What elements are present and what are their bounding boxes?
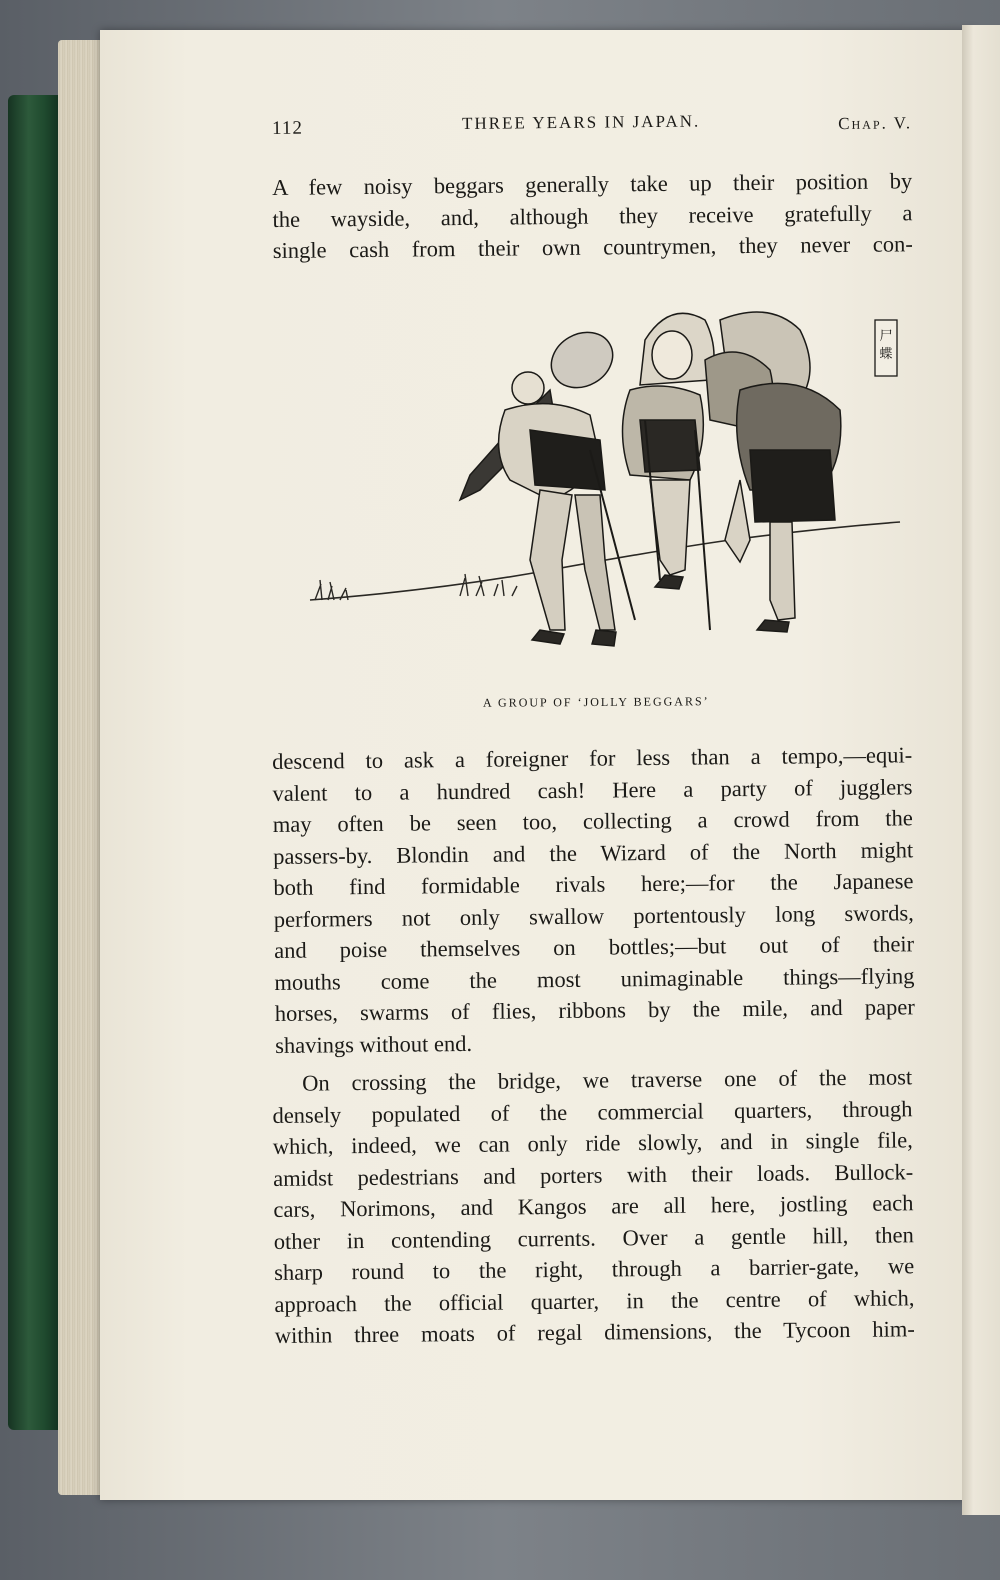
text-line: the wayside, and, although they receive gratefully a [272,199,913,232]
text-line: mouths come the most unimaginable things—flying [274,962,915,995]
text-line: shavings without end. [275,1030,473,1058]
text-line: other in contending currents. Over a gentle hill, then [273,1221,914,1254]
artist-seal: ⼫蝶 [879,328,893,361]
text-line: passers-by. Blondin and the Wizard of the North might [273,836,914,869]
bottom-paragraph [272,1061,915,1351]
top-paragraph [272,165,913,266]
text-line: On crossing the bridge, we traverse one of the most [302,1064,913,1096]
illustration-caption: A GROUP OF ‘JOLLY BEGGARS’ [482,694,710,710]
book-title: THREE YEARS IN JAPAN. [461,111,701,134]
text-line: horses, swarms of flies, ribbons by the mile, and paper [274,994,915,1026]
text-line: approach the official quarter, in the centre of which, [274,1284,915,1317]
facing-page-edge [962,25,1000,1515]
text-line: cars, Norimons, and Kangos are all here, jostling each [273,1190,914,1222]
text-line: and poise themselves on bottles;—but out of their [274,931,915,963]
chapter-label: Chap. V. [838,113,913,134]
text-line: within three moats of regal dimensions, the Tycoon him- [274,1316,915,1348]
text-line: which, indeed, we can only ride slowly, and in single file, [272,1127,913,1159]
beggars-illustration [300,300,920,680]
text-line: performers not only swallow portentously long swords, [273,899,914,932]
text-line: A few noisy beggars generally take up their position by [272,168,913,200]
page-number: 112 [272,117,304,139]
text-line: single cash from their own countrymen, they never con- [272,231,913,263]
text-line: amidst pedestrians and porters with their loads. Bullock- [273,1158,914,1191]
text-line: descend to ask a foreigner for less than a tempo,—equi- [272,742,913,774]
text-line: both find formidable rivals here;—for the Japanese [273,868,914,900]
text-line: valent to a hundred cash! Here a party of jugglers [272,773,913,806]
text-line: sharp round to the right, through a barrier-gate, we [274,1253,915,1285]
text-line: may often be seen too, collecting a crowd from the [272,805,913,837]
text-line: densely populated of the commercial quarters, through [272,1095,913,1128]
middle-paragraph [272,739,915,1061]
book-spine [8,95,60,1430]
